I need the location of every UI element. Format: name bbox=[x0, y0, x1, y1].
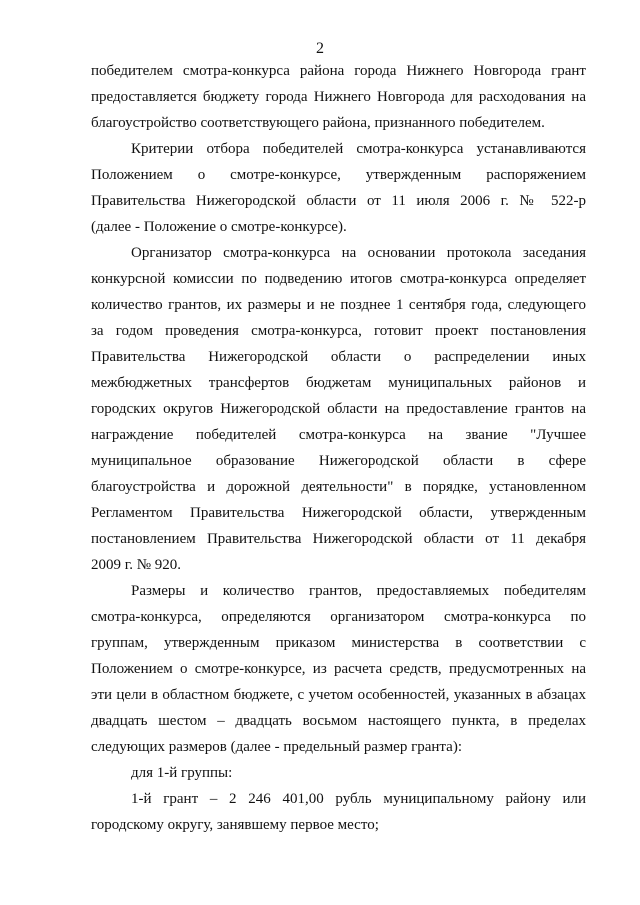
text-line: предоставляется бюджету города Нижнего Новгорода для расходования на bbox=[91, 89, 586, 105]
text-line: количество грантов, их размеры и не позднее 1 сентября года, следующего bbox=[91, 297, 586, 313]
text-line: (далее - Положение о смотре-конкурсе). bbox=[91, 219, 347, 235]
text-line: городскому округу, занявшему первое место; bbox=[91, 817, 379, 833]
text-line: Размеры и количество грантов, предоставляемых победителям bbox=[131, 583, 586, 599]
text-line: городских округов Нижегородской области на предоставление грантов на bbox=[91, 401, 586, 417]
text-line: конкурсной комиссии по подведению итогов смотра-конкурса определяет bbox=[91, 271, 586, 287]
text-line: Регламентом Правительства Нижегородской области, утвержденным bbox=[91, 505, 586, 521]
text-line: Организатор смотра-конкурса на основании протокола заседания bbox=[131, 245, 586, 261]
text-line: эти цели в областном бюджете, с учетом особенностей, указанных в абзацах bbox=[91, 687, 586, 703]
text-line: группам, утвержденным приказом министерства в соответствии с bbox=[91, 635, 586, 651]
text-line: двадцать шестом – двадцать восьмом настоящего пункта, в пределах bbox=[91, 713, 586, 729]
text-line: для 1-й группы: bbox=[131, 765, 233, 781]
text-line: награждение победителей смотра-конкурса на звание "Лучшее bbox=[91, 427, 586, 443]
text-line: Правительства Нижегородской области от 11 июля 2006 г. № 522-р bbox=[91, 193, 586, 209]
text-line: следующих размеров (далее - предельный размер гранта): bbox=[91, 739, 462, 755]
text-line: благоустройства и дорожной деятельности" в порядке, установленном bbox=[91, 479, 586, 495]
text-line: победителем смотра-конкурса района города Нижнего Новгорода грант bbox=[91, 63, 586, 79]
text-line: смотра-конкурса, определяются организатором смотра-конкурса по bbox=[91, 609, 586, 625]
text-line: постановлением Правительства Нижегородской области от 11 декабря bbox=[91, 531, 586, 547]
text-line: муниципальное образование Нижегородской области в сфере bbox=[91, 453, 586, 469]
text-line: 1-й грант – 2 246 401,00 рубль муниципальному району или bbox=[131, 791, 586, 807]
text-line: за годом проведения смотра-конкурса, готовит проект постановления bbox=[91, 323, 586, 339]
text-line: Критерии отбора победителей смотра-конкурса устанавливаются bbox=[131, 141, 586, 157]
text-line: Правительства Нижегородской области о распределении иных bbox=[91, 349, 586, 365]
body-text bbox=[91, 58, 586, 838]
text-line: благоустройство соответствующего района, признанного победителем. bbox=[91, 115, 545, 131]
text-line: межбюджетных трансфертов бюджетам муниципальных районов и bbox=[91, 375, 586, 391]
page-number: 2 bbox=[316, 40, 324, 57]
text-line: 2009 г. № 920. bbox=[91, 557, 182, 573]
text-line: Положением о смотре-конкурсе, утвержденным распоряжением bbox=[91, 167, 586, 183]
text-line: Положением о смотре-конкурсе, из расчета средств, предусмотренных на bbox=[91, 661, 586, 677]
